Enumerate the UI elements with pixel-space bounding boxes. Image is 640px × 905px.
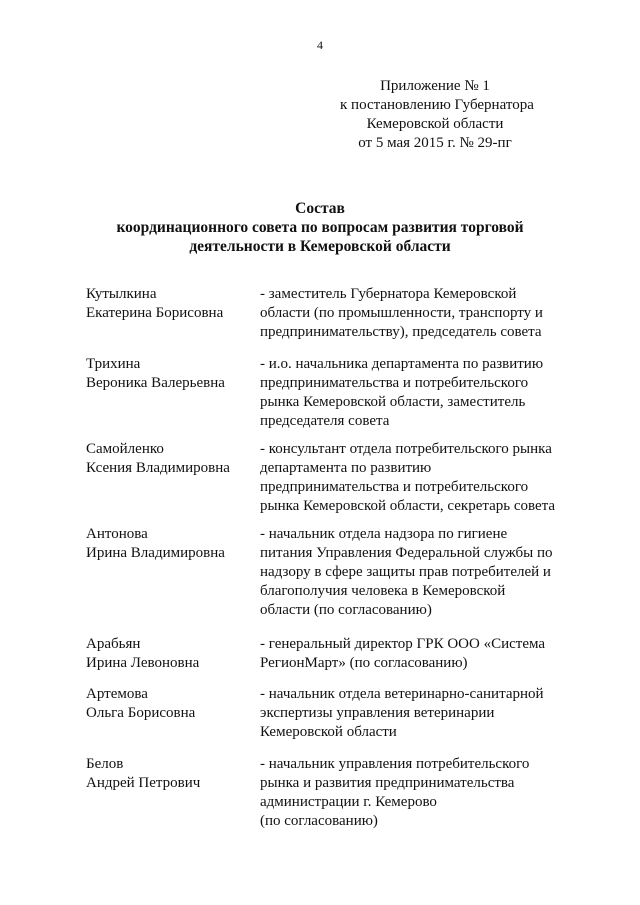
member-given-names: Ольга Борисовна [86, 705, 196, 721]
title-line: деятельности в Кемеровской области [189, 238, 451, 255]
member-role-line: питания Управления Федеральной службы по [260, 545, 553, 561]
member-surname: Самойленко [86, 441, 164, 457]
member-role-line: - начальник отдела ветеринарно-санитарной [260, 686, 544, 702]
member-entry [0, 525, 640, 620]
member-role [260, 635, 580, 673]
member-surname: Антонова [86, 526, 148, 542]
appendix-line: от 5 мая 2015 г. № 29-пг [358, 135, 512, 151]
member-name [86, 685, 256, 723]
member-given-names: Екатерина Борисовна [86, 305, 224, 321]
appendix-line: Кемеровской области [366, 116, 504, 132]
member-role-line: рынка Кемеровской области, секретарь совета [260, 498, 556, 514]
member-role-line: рынка и развития предпринимательства [260, 775, 515, 791]
member-entry [0, 635, 640, 673]
member-role-line: предпринимательству), председатель совета [260, 324, 542, 340]
title-line: координационного совета по вопросам развития торговой [116, 219, 524, 236]
member-name [86, 635, 256, 673]
page-number: 4 [317, 38, 323, 52]
member-role-line: Кемеровской области [260, 724, 397, 740]
member-role-line: (по согласованию) [260, 813, 378, 829]
title-line: Состав [295, 200, 345, 217]
member-entry [0, 440, 640, 516]
member-role-line: - консультант отдела потребительского рынка [260, 441, 552, 457]
member-surname: Артемова [86, 686, 148, 702]
member-role-line: предпринимательства и потребительского [260, 375, 529, 391]
member-name [86, 285, 256, 323]
member-role-line: благополучия человека в Кемеровской [260, 583, 506, 599]
member-role [260, 755, 580, 831]
member-entry [0, 285, 640, 342]
member-role-line: надзору в сфере защиты прав потребителей и [260, 564, 551, 580]
member-role-line: РегионМарт» (по согласованию) [260, 655, 468, 671]
member-role-line: председателя совета [260, 413, 390, 429]
member-role-line: администрации г. Кемерово [260, 794, 437, 810]
member-given-names: Ирина Левоновна [86, 655, 200, 671]
member-role [260, 685, 580, 742]
member-role [260, 355, 580, 431]
member-role-line: области (по промышленности, транспорту и [260, 305, 543, 321]
member-entry [0, 685, 640, 742]
member-name [86, 440, 256, 478]
member-role [260, 285, 580, 342]
member-role-line: - заместитель Губернатора Кемеровской [260, 286, 517, 302]
member-given-names: Ксения Владимировна [86, 460, 230, 476]
member-role-line: области (по согласованию) [260, 602, 432, 618]
appendix-header [340, 77, 534, 153]
member-surname: Арабьян [86, 636, 141, 652]
member-name [86, 755, 256, 793]
member-role [260, 440, 580, 516]
member-given-names: Ирина Владимировна [86, 545, 225, 561]
member-name [86, 525, 256, 563]
member-role [260, 525, 580, 620]
member-role-line: департамента по развитию [260, 460, 432, 476]
member-role-line: - начальник управления потребительского [260, 756, 530, 772]
member-role-line: - начальник отдела надзора по гигиене [260, 526, 508, 542]
member-given-names: Вероника Валерьевна [86, 375, 225, 391]
member-surname: Трихина [86, 356, 141, 372]
appendix-line: Приложение № 1 [380, 78, 490, 94]
document-title [0, 199, 640, 256]
member-surname: Белов [86, 756, 124, 772]
member-name [86, 355, 256, 393]
member-entry [0, 755, 640, 831]
member-role-line: - генеральный директор ГРК ООО «Система [260, 636, 546, 652]
member-entry [0, 355, 640, 431]
member-surname: Кутылкина [86, 286, 157, 302]
appendix-line: к постановлению Губернатора [340, 97, 534, 113]
member-role-line: - и.о. начальника департамента по развитию [260, 356, 544, 372]
member-role-line: рынка Кемеровской области, заместитель [260, 394, 526, 410]
member-role-line: предпринимательства и потребительского [260, 479, 529, 495]
member-role-line: экспертизы управления ветеринарии [260, 705, 495, 721]
member-given-names: Андрей Петрович [86, 775, 201, 791]
